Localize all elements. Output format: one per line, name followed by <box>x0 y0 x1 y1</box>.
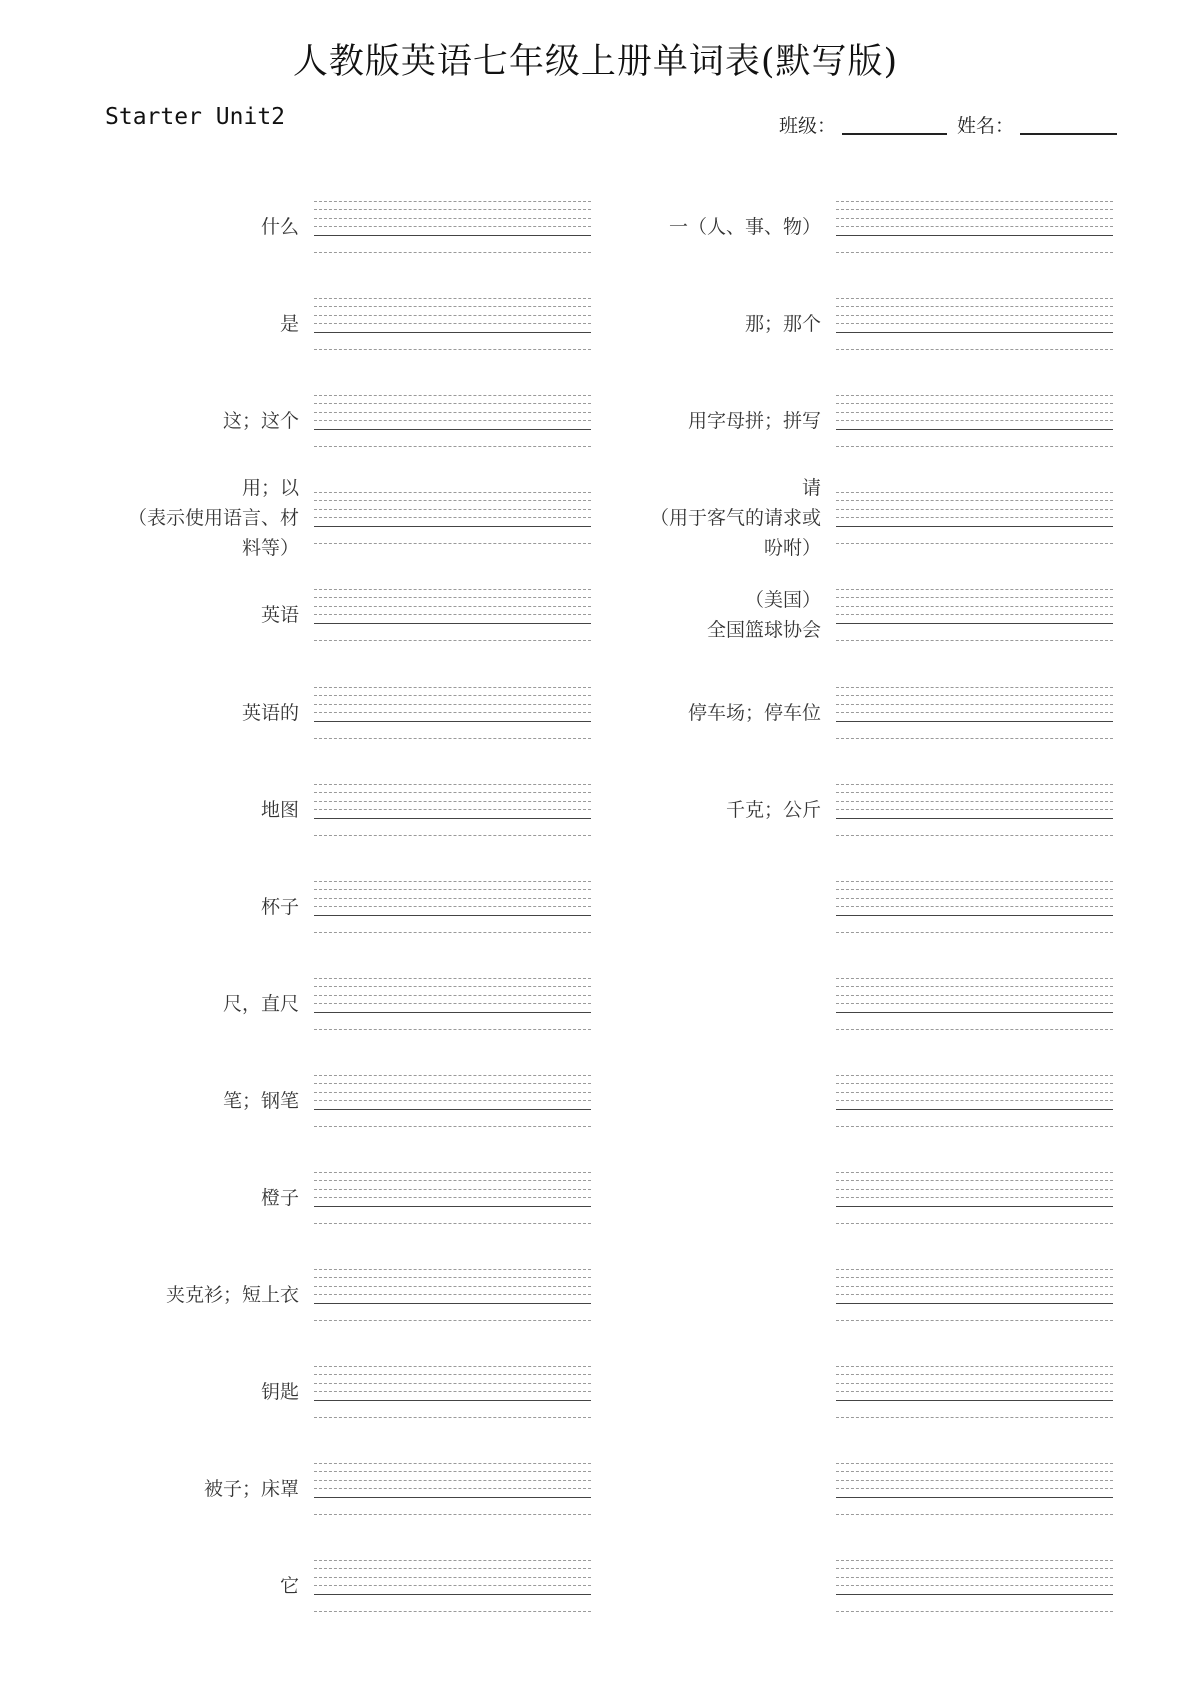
answer-box-left-8[interactable] <box>314 881 591 941</box>
guide-line <box>836 1180 1113 1181</box>
baseline <box>836 1109 1113 1110</box>
guide-line <box>836 809 1113 810</box>
guide-line <box>836 1568 1113 1569</box>
guide-line <box>836 226 1113 227</box>
guide-line <box>836 218 1113 219</box>
word-prompt-right-7 <box>726 795 821 825</box>
word-prompt-left-6 <box>242 698 299 728</box>
baseline <box>314 1012 591 1013</box>
word-prompt-left-15 <box>280 1571 299 1601</box>
guide-line <box>314 1611 591 1612</box>
guide-line <box>314 704 591 705</box>
guide-line <box>314 543 591 544</box>
guide-line <box>836 1471 1113 1472</box>
guide-line <box>836 784 1113 785</box>
guide-line <box>836 606 1113 607</box>
guide-line <box>836 252 1113 253</box>
guide-line <box>836 1577 1113 1578</box>
baseline <box>314 1303 591 1304</box>
guide-line <box>314 1560 591 1561</box>
word-prompt-line: 千克；公斤 <box>725 798 821 821</box>
answer-box-right-9[interactable] <box>836 978 1113 1038</box>
word-prompt-left-12 <box>166 1280 299 1310</box>
guide-line <box>836 1611 1113 1612</box>
word-prompt-line: 英语的 <box>241 701 299 724</box>
word-prompt-left-1 <box>261 212 299 242</box>
baseline <box>314 721 591 722</box>
guide-line <box>836 298 1113 299</box>
guide-line <box>314 403 591 404</box>
answer-box-left-4[interactable] <box>314 492 591 552</box>
guide-line <box>314 1366 591 1367</box>
baseline <box>836 915 1113 916</box>
answer-box-left-6[interactable] <box>314 687 591 747</box>
word-prompt-line: 吩咐） <box>763 537 821 560</box>
guide-line <box>836 1286 1113 1287</box>
guide-line <box>836 500 1113 501</box>
guide-line <box>836 801 1113 802</box>
baseline <box>314 429 591 430</box>
word-prompt-left-7 <box>261 795 299 825</box>
answer-box-right-13[interactable] <box>836 1366 1113 1426</box>
word-prompt-line: 钥匙 <box>260 1381 299 1404</box>
answer-box-left-12[interactable] <box>314 1269 591 1329</box>
guide-line <box>836 209 1113 210</box>
guide-line <box>314 1172 591 1173</box>
word-prompt-line: 是 <box>279 313 299 336</box>
baseline <box>314 1400 591 1401</box>
guide-line <box>836 1223 1113 1224</box>
guide-line <box>836 403 1113 404</box>
word-prompt-line: 用字母拼；拼写 <box>687 410 821 433</box>
baseline <box>836 1206 1113 1207</box>
answer-box-left-14[interactable] <box>314 1463 591 1523</box>
guide-line <box>314 640 591 641</box>
guide-line <box>314 420 591 421</box>
answer-box-right-14[interactable] <box>836 1463 1113 1523</box>
guide-line <box>314 509 591 510</box>
guide-line <box>836 446 1113 447</box>
answer-box-right-15[interactable] <box>836 1560 1113 1620</box>
answer-box-right-11[interactable] <box>836 1172 1113 1232</box>
guide-line <box>314 1391 591 1392</box>
baseline <box>836 818 1113 819</box>
answer-box-left-11[interactable] <box>314 1172 591 1232</box>
guide-line <box>314 1083 591 1084</box>
word-prompt-left-8 <box>261 892 299 922</box>
word-prompt-line: 它 <box>279 1575 299 1598</box>
word-prompt-line: （美国） <box>744 589 821 612</box>
guide-line <box>314 218 591 219</box>
guide-line <box>314 1585 591 1586</box>
guide-line <box>314 1092 591 1093</box>
guide-line <box>314 1180 591 1181</box>
baseline <box>836 235 1113 236</box>
guide-line <box>836 1391 1113 1392</box>
word-prompt-line: 橙子 <box>260 1187 299 1209</box>
word-prompt-line: （用于客气的请求或 <box>649 507 821 530</box>
guide-line <box>314 1480 591 1481</box>
page-title: 人教版英语七年级上册单词表(默写版) <box>292 42 899 82</box>
answer-box-left-3[interactable] <box>314 395 591 455</box>
baseline <box>314 1109 591 1110</box>
word-prompt-line: 杯子 <box>260 895 299 918</box>
guide-line <box>836 932 1113 933</box>
guide-line <box>836 1294 1113 1295</box>
answer-box-left-10[interactable] <box>314 1075 591 1135</box>
guide-line <box>836 712 1113 713</box>
class-blank[interactable] <box>842 133 947 135</box>
guide-line <box>836 906 1113 907</box>
answer-box-left-13[interactable] <box>314 1366 591 1426</box>
guide-line <box>314 809 591 810</box>
guide-line <box>836 412 1113 413</box>
word-prompt-left-2 <box>280 309 299 339</box>
baseline <box>836 526 1113 527</box>
guide-line <box>836 695 1113 696</box>
baseline <box>836 332 1113 333</box>
word-prompt-left-5 <box>261 600 299 630</box>
guide-line <box>314 1463 591 1464</box>
guide-line <box>836 420 1113 421</box>
guide-line <box>836 323 1113 324</box>
guide-line <box>314 412 591 413</box>
word-prompt-left-9 <box>223 989 299 1019</box>
baseline <box>836 623 1113 624</box>
guide-line <box>314 881 591 882</box>
guide-line <box>836 543 1113 544</box>
guide-line <box>836 881 1113 882</box>
word-prompt-line: 那；那个 <box>744 313 821 336</box>
guide-line <box>314 1514 591 1515</box>
guide-line <box>314 898 591 899</box>
guide-line <box>836 640 1113 641</box>
answer-box-left-15[interactable] <box>314 1560 591 1620</box>
guide-line <box>836 1029 1113 1030</box>
guide-line <box>314 349 591 350</box>
guide-line <box>836 978 1113 979</box>
answer-box-right-3[interactable] <box>836 395 1113 455</box>
guide-line <box>836 1560 1113 1561</box>
guide-line <box>836 306 1113 307</box>
guide-line <box>314 614 591 615</box>
guide-line <box>314 1383 591 1384</box>
word-prompt-left-4 <box>128 473 299 563</box>
baseline <box>836 1303 1113 1304</box>
baseline <box>314 1594 591 1595</box>
guide-line <box>836 1463 1113 1464</box>
guide-line <box>314 1100 591 1101</box>
guide-line <box>836 986 1113 987</box>
guide-line <box>314 589 591 590</box>
guide-line <box>314 784 591 785</box>
guide-line <box>836 349 1113 350</box>
word-prompt-line: 用；以 <box>241 477 299 500</box>
answer-box-right-10[interactable] <box>836 1075 1113 1135</box>
guide-line <box>314 500 591 501</box>
guide-line <box>836 889 1113 890</box>
baseline <box>836 1012 1113 1013</box>
name-blank[interactable] <box>1020 133 1117 135</box>
baseline <box>836 721 1113 722</box>
baseline <box>314 1497 591 1498</box>
guide-line <box>836 1197 1113 1198</box>
guide-line <box>314 315 591 316</box>
guide-line <box>314 209 591 210</box>
guide-line <box>314 1029 591 1030</box>
baseline <box>836 1594 1113 1595</box>
guide-line <box>314 1417 591 1418</box>
answer-box-right-2[interactable] <box>836 298 1113 358</box>
guide-line <box>314 517 591 518</box>
guide-line <box>314 492 591 493</box>
guide-line <box>314 1269 591 1270</box>
guide-line <box>314 1197 591 1198</box>
guide-line <box>836 687 1113 688</box>
word-prompt-right-4 <box>650 473 821 563</box>
guide-line <box>314 695 591 696</box>
guide-line <box>836 792 1113 793</box>
guide-line <box>314 1568 591 1569</box>
guide-line <box>314 1320 591 1321</box>
word-prompt-right-5 <box>707 585 821 645</box>
word-prompt-line: 料等） <box>241 537 299 560</box>
guide-line <box>836 1083 1113 1084</box>
baseline <box>314 1206 591 1207</box>
word-prompt-line: 停车场；停车位 <box>687 701 821 724</box>
baseline <box>314 915 591 916</box>
guide-line <box>314 446 591 447</box>
word-prompt-line: 地图 <box>260 798 299 821</box>
word-prompt-right-1 <box>669 212 821 242</box>
guide-line <box>314 1577 591 1578</box>
word-prompt-left-13 <box>261 1377 299 1407</box>
guide-line <box>314 801 591 802</box>
answer-box-right-1[interactable] <box>836 201 1113 261</box>
guide-line <box>836 395 1113 396</box>
guide-line <box>836 1480 1113 1481</box>
guide-line <box>314 1374 591 1375</box>
word-prompt-left-10 <box>223 1086 299 1116</box>
guide-line <box>314 978 591 979</box>
word-prompt-line: 一（人、事、物） <box>668 216 821 238</box>
guide-line <box>314 395 591 396</box>
guide-line <box>836 898 1113 899</box>
word-prompt-line: 请 <box>801 477 821 500</box>
guide-line <box>314 932 591 933</box>
guide-line <box>314 986 591 987</box>
guide-line <box>314 995 591 996</box>
guide-line <box>836 1320 1113 1321</box>
answer-box-right-5[interactable] <box>836 589 1113 649</box>
word-prompt-line: 英语 <box>260 604 299 627</box>
guide-line <box>314 306 591 307</box>
answer-box-right-6[interactable] <box>836 687 1113 747</box>
unit-heading: Starter Unit2 <box>105 104 286 130</box>
guide-line <box>314 1277 591 1278</box>
guide-line <box>836 614 1113 615</box>
guide-line <box>314 1294 591 1295</box>
answer-box-right-4[interactable] <box>836 492 1113 552</box>
answer-box-left-7[interactable] <box>314 784 591 844</box>
guide-line <box>836 1172 1113 1173</box>
word-prompt-line: 全国篮球协会 <box>706 619 821 642</box>
guide-line <box>314 252 591 253</box>
guide-line <box>314 1003 591 1004</box>
guide-line <box>314 1189 591 1190</box>
guide-line <box>836 1366 1113 1367</box>
guide-line <box>314 1488 591 1489</box>
word-prompt-line: （表示使用语言、材 <box>127 507 299 530</box>
baseline <box>314 332 591 333</box>
baseline <box>836 429 1113 430</box>
guide-line <box>314 687 591 688</box>
guide-line <box>314 323 591 324</box>
guide-line <box>836 1003 1113 1004</box>
answer-box-left-9[interactable] <box>314 978 591 1038</box>
guide-line <box>836 492 1113 493</box>
baseline <box>836 1497 1113 1498</box>
guide-line <box>314 201 591 202</box>
word-prompt-line: 尺，直尺 <box>222 992 299 1015</box>
guide-line <box>836 1585 1113 1586</box>
word-prompt-left-11 <box>261 1183 299 1213</box>
answer-box-right-8[interactable] <box>836 881 1113 941</box>
baseline <box>836 1400 1113 1401</box>
guide-line <box>314 1223 591 1224</box>
guide-line <box>836 597 1113 598</box>
guide-line <box>836 704 1113 705</box>
answer-box-right-12[interactable] <box>836 1269 1113 1329</box>
word-prompt-line: 什么 <box>260 216 299 238</box>
answer-box-left-5[interactable] <box>314 589 591 649</box>
name-label: 姓名： <box>957 115 1015 137</box>
guide-line <box>836 995 1113 996</box>
answer-box-right-7[interactable] <box>836 784 1113 844</box>
guide-line <box>314 1126 591 1127</box>
baseline <box>314 235 591 236</box>
baseline <box>314 623 591 624</box>
guide-line <box>836 517 1113 518</box>
word-prompt-left-3 <box>223 406 299 436</box>
guide-line <box>314 1286 591 1287</box>
guide-line <box>314 792 591 793</box>
guide-line <box>314 597 591 598</box>
guide-line <box>836 1514 1113 1515</box>
word-prompt-right-3 <box>688 406 821 436</box>
word-prompt-line: 笔；钢笔 <box>222 1089 299 1112</box>
guide-line <box>836 589 1113 590</box>
answer-box-left-2[interactable] <box>314 298 591 358</box>
guide-line <box>314 889 591 890</box>
guide-line <box>836 835 1113 836</box>
guide-line <box>836 1417 1113 1418</box>
guide-line <box>836 1092 1113 1093</box>
guide-line <box>836 1488 1113 1489</box>
guide-line <box>314 906 591 907</box>
guide-line <box>314 738 591 739</box>
guide-line <box>836 1126 1113 1127</box>
guide-line <box>836 509 1113 510</box>
guide-line <box>314 1075 591 1076</box>
guide-line <box>314 606 591 607</box>
answer-box-left-1[interactable] <box>314 201 591 261</box>
guide-line <box>314 835 591 836</box>
guide-line <box>836 1374 1113 1375</box>
guide-line <box>836 1075 1113 1076</box>
guide-line <box>836 315 1113 316</box>
class-label: 班级： <box>779 115 837 137</box>
word-prompt-line: 夹克衫；短上衣 <box>165 1284 299 1307</box>
guide-line <box>836 1277 1113 1278</box>
word-prompt-left-14 <box>204 1474 299 1504</box>
guide-line <box>836 1100 1113 1101</box>
guide-line <box>314 712 591 713</box>
guide-line <box>836 1269 1113 1270</box>
word-prompt-line: 这；这个 <box>222 410 299 433</box>
guide-line <box>836 1383 1113 1384</box>
guide-line <box>314 1471 591 1472</box>
word-prompt-right-6 <box>688 698 821 728</box>
baseline <box>314 818 591 819</box>
word-prompt-right-2 <box>745 309 821 339</box>
guide-line <box>836 1189 1113 1190</box>
guide-line <box>836 201 1113 202</box>
guide-line <box>314 298 591 299</box>
guide-line <box>314 226 591 227</box>
word-prompt-line: 被子；床罩 <box>203 1478 299 1501</box>
baseline <box>314 526 591 527</box>
guide-line <box>836 738 1113 739</box>
